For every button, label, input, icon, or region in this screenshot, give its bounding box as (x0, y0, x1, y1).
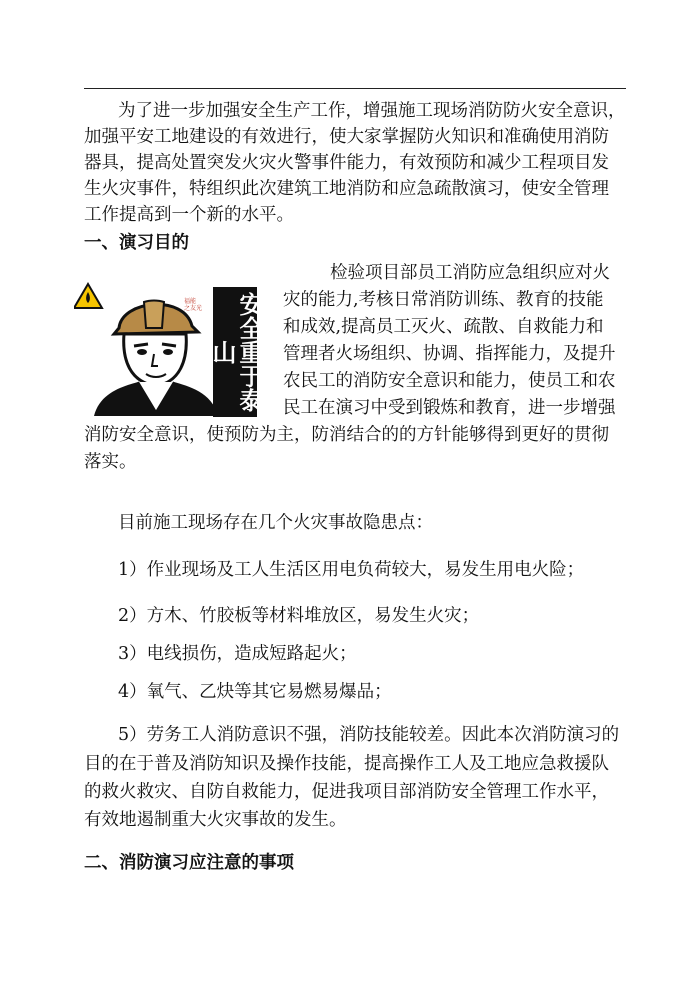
fire-warning-icon (74, 284, 102, 308)
hazard-item-2: 2）方木、竹胶板等材料堆放区，易发生火灾； (118, 606, 480, 626)
purpose-line-4: 管理者火场组织、协调、指挥能力，及提升 (283, 344, 616, 364)
poster-brand (184, 298, 202, 312)
intro-line-5: 工作提高到一个新的水平。 (84, 205, 294, 225)
purpose-line-7: 消防安全意识，使预防为主，防消结合的的方针能够得到更好的贯彻 (84, 425, 609, 445)
purpose-line-2: 灾的能力,考核日常消防训练、教育的技能 (283, 290, 604, 310)
hazard-item-1: 1）作业现场及工人生活区用电负荷较大，易发生用电火险； (118, 560, 585, 580)
hazard5-line-3: 的救火救灾、自防自救能力，促进我项目部消防安全管理工作水平， (84, 782, 609, 802)
poster-slogan: 安全重于泰山 (213, 287, 257, 417)
purpose-line-1: 检验项目部员工消防应急组织应对火 (330, 263, 610, 283)
hazard5-line-1: 5）劳务工人消防意识不强，消防技能较差。因此本次消防演习的 (118, 725, 620, 745)
hazard-item-4: 4）氧气、乙炔等其它易燃易爆品； (118, 682, 392, 702)
hazard5-line-4: 有效地遏制重大火灾事故的发生。 (84, 810, 347, 830)
intro-line-2: 加强平安工地建设的有效进行，使大家掌握防火知识和准确使用消防 (84, 127, 609, 147)
intro-line-4: 生火灾事件，特组织此次建筑工地消防和应急疏散演习，使安全管理 (84, 179, 609, 199)
purpose-line-3: 和成效,提高员工灭火、疏散、自救能力和 (283, 317, 604, 337)
poster-brand-line-2: 之友光 (184, 305, 203, 312)
section-heading-2: 二、消防演习应注意的事项 (84, 853, 294, 873)
poster-brand-line-1: 福能 (184, 298, 197, 305)
hazards-intro: 目前施工现场存在几个火灾事故隐患点： (118, 513, 433, 533)
intro-line-3: 器具，提高处置突发火灾火警事件能力，有效预防和减少工程项目发 (84, 153, 609, 173)
hazard5-line-2: 目的在于普及消防知识及操作技能，提高操作工人及工地应急救援队 (84, 754, 609, 774)
purpose-line-8: 落实。 (84, 452, 137, 472)
header-rule (84, 88, 626, 89)
hazard-item-3: 3）电线损伤，造成短路起火； (118, 644, 357, 664)
purpose-line-6: 民工在演习中受到锻炼和教育，进一步增强 (283, 398, 616, 418)
purpose-line-5: 农民工的消防安全意识和能力，使员工和农 (283, 371, 616, 391)
section-heading-1: 一、演习目的 (84, 233, 189, 253)
intro-line-1: 为了进一步加强安全生产工作，增强施工现场消防防火安全意识， (118, 101, 626, 121)
